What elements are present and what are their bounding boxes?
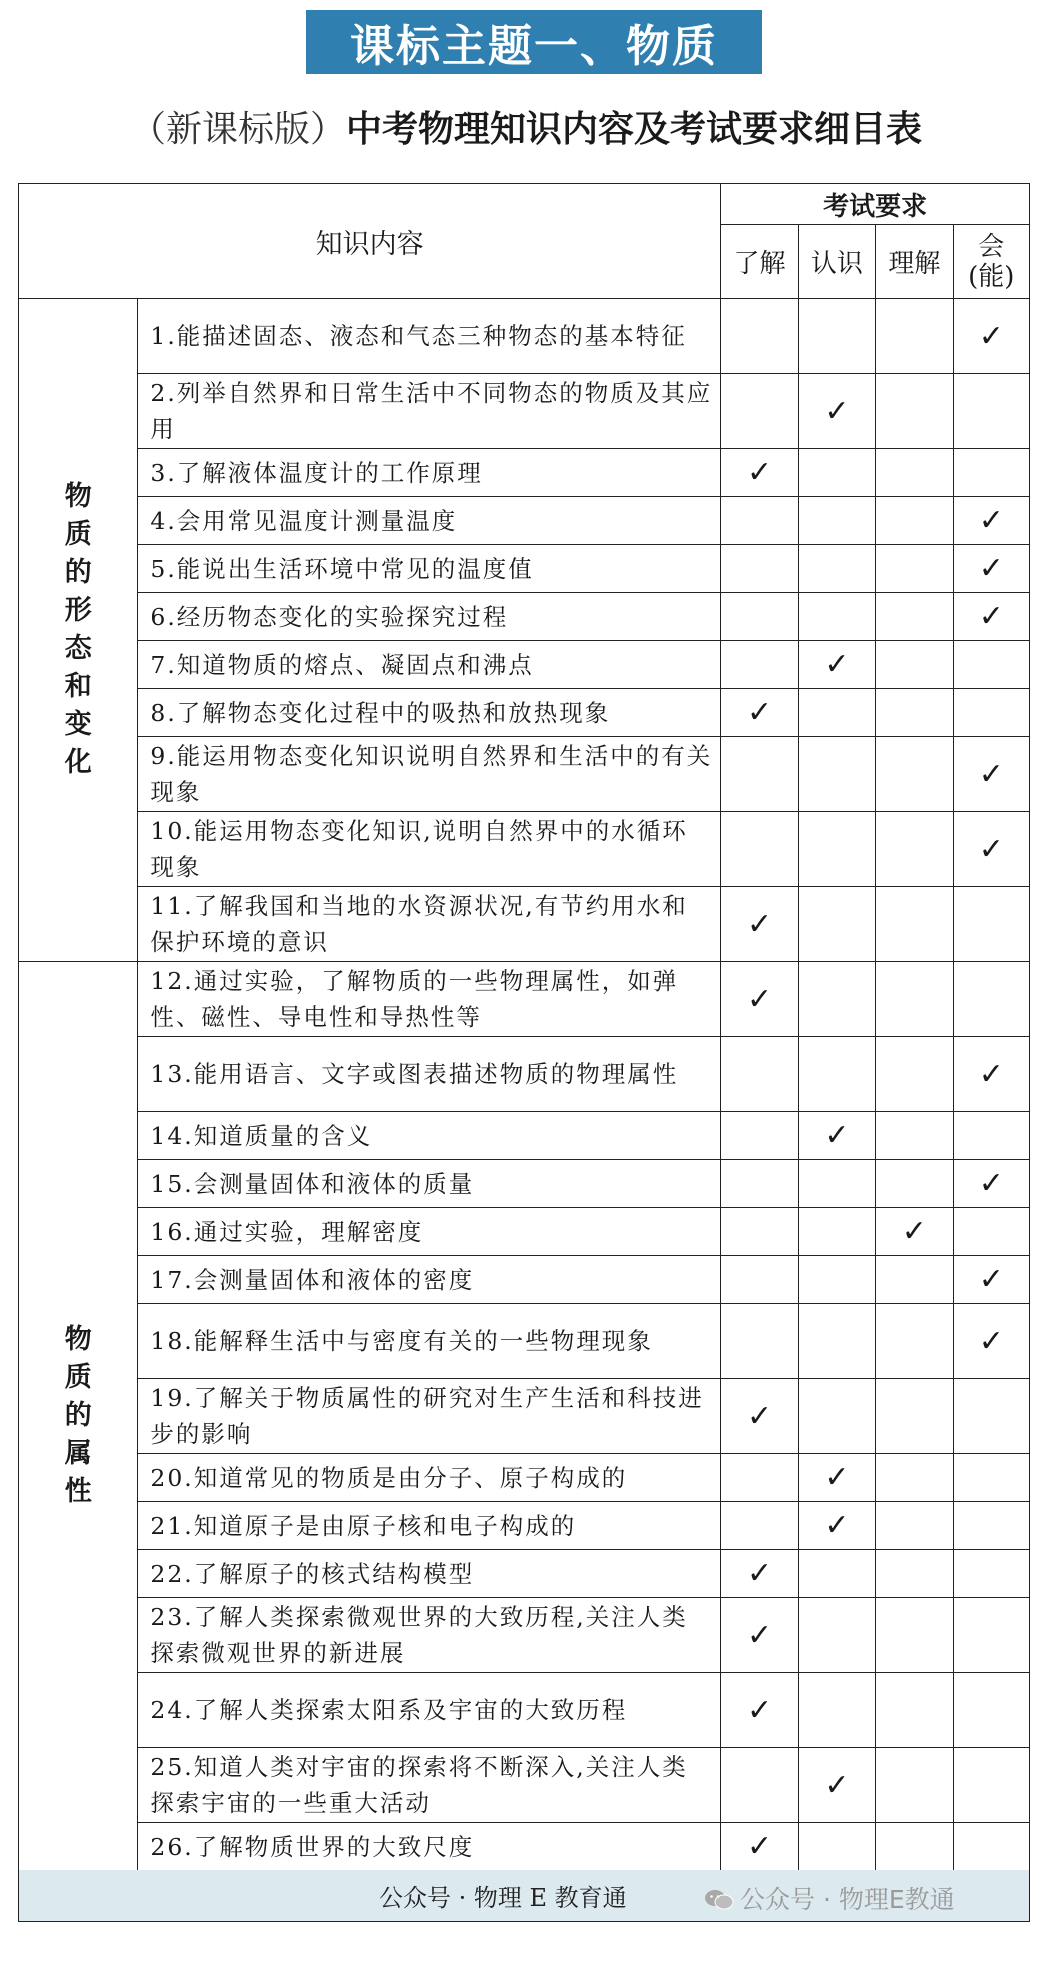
- item-text: 10.能运用物态变化知识,说明自然界中的水循环现象: [138, 812, 721, 887]
- table-row: [19, 497, 1030, 545]
- requirement-cell: [953, 1037, 1029, 1112]
- item-text: 21.知道原子是由原子核和电子构成的: [138, 1502, 721, 1550]
- page-title: [0, 100, 1052, 160]
- requirement-cell: [721, 1112, 798, 1160]
- requirement-cell: [721, 1304, 798, 1379]
- check-mark-icon: ✓: [746, 1617, 773, 1653]
- header-level-can: 会(能): [953, 225, 1029, 299]
- check-mark-icon: ✓: [978, 318, 1004, 354]
- table-row: [19, 1823, 1030, 1871]
- table-row: [19, 812, 1030, 887]
- requirement-cell: [721, 641, 798, 689]
- header-exam-requirements: 考试要求: [721, 184, 1030, 225]
- requirement-cell: [798, 497, 875, 545]
- requirement-cell: [876, 593, 953, 641]
- check-mark-icon: ✓: [978, 1262, 1004, 1297]
- requirement-cell: [798, 1256, 875, 1304]
- requirement-cell: [721, 737, 798, 812]
- requirement-cell: [721, 1454, 798, 1502]
- requirement-cell: [953, 1379, 1029, 1454]
- requirement-cell: [876, 1550, 953, 1598]
- requirement-cell: [721, 1037, 798, 1112]
- item-text: 17.会测量固体和液体的密度: [138, 1256, 721, 1304]
- requirement-cell: [876, 812, 953, 887]
- item-text: 8.了解物态变化过程中的吸热和放热现象: [138, 689, 721, 737]
- requirement-cell: [798, 1454, 875, 1502]
- watermark-text: 公众号 · 物理E教通: [740, 1885, 955, 1914]
- requirement-cell: [953, 1454, 1029, 1502]
- footer-bar: [18, 1870, 1030, 1922]
- check-mark-icon: ✓: [978, 831, 1004, 867]
- item-text: 4.会用常见温度计测量温度: [138, 497, 721, 545]
- requirement-cell: [721, 1673, 798, 1748]
- table-row: [19, 1256, 1030, 1304]
- check-mark-icon: ✓: [824, 1508, 850, 1543]
- requirement-cell: [953, 689, 1029, 737]
- requirement-cell: [798, 1208, 875, 1256]
- requirement-cell: [798, 887, 875, 962]
- table-row: [19, 1208, 1030, 1256]
- requirement-cell: [798, 449, 875, 497]
- requirement-cell: [953, 1502, 1029, 1550]
- requirement-cell: [953, 812, 1029, 887]
- requirement-cell: [721, 497, 798, 545]
- requirement-cell: [876, 1112, 953, 1160]
- requirement-cell: [798, 299, 875, 374]
- check-mark-icon: ✓: [824, 1460, 850, 1495]
- requirement-cell: [721, 1550, 798, 1598]
- requirement-cell: [876, 1823, 953, 1871]
- requirement-cell: [798, 1673, 875, 1748]
- requirement-cell: [876, 1598, 953, 1673]
- item-text: 18.能解释生活中与密度有关的一些物理现象: [138, 1304, 721, 1379]
- requirement-cell: [876, 1208, 953, 1256]
- requirement-cell: [876, 449, 953, 497]
- item-text: 12.通过实验，了解物质的一些物理属性，如弹性、磁性、导电性和导热性等: [138, 962, 721, 1037]
- wechat-icon: [704, 1888, 734, 1912]
- requirement-cell: [953, 1673, 1029, 1748]
- requirement-cell: [798, 1304, 875, 1379]
- requirement-cell: [876, 1748, 953, 1823]
- check-mark-icon: ✓: [901, 1214, 927, 1249]
- requirement-cell: [798, 962, 875, 1037]
- requirement-cell: [798, 689, 875, 737]
- table-row: [19, 1454, 1030, 1502]
- item-text: 26.了解物质世界的大致尺度: [138, 1823, 721, 1871]
- item-text: 24.了解人类探索太阳系及宇宙的大致历程: [138, 1673, 721, 1748]
- check-mark-icon: ✓: [746, 1398, 773, 1434]
- requirement-cell: [721, 593, 798, 641]
- table-row: [19, 1673, 1030, 1748]
- table-row: [19, 374, 1030, 449]
- requirement-cell: [953, 1256, 1029, 1304]
- requirement-cell: [953, 1208, 1029, 1256]
- requirement-cell: [953, 1550, 1029, 1598]
- requirement-cell: [876, 1304, 953, 1379]
- requirement-cell: [953, 887, 1029, 962]
- header-level-recognize: 认识: [798, 225, 875, 299]
- check-mark-icon: ✓: [978, 1323, 1004, 1359]
- table-row: [19, 1037, 1030, 1112]
- table-row: [19, 737, 1030, 812]
- requirement-cell: [876, 962, 953, 1037]
- requirement-cell: [798, 737, 875, 812]
- item-text: 16.通过实验，理解密度: [138, 1208, 721, 1256]
- requirement-cell: [798, 1823, 875, 1871]
- requirement-cell: [798, 641, 875, 689]
- requirement-cell: [798, 1598, 875, 1673]
- header-level-understand: 了解: [721, 225, 798, 299]
- requirement-cell: [953, 299, 1029, 374]
- table-row: [19, 593, 1030, 641]
- item-text: 5.能说出生活环境中常见的温度值: [138, 545, 721, 593]
- requirement-cell: [953, 1823, 1029, 1871]
- requirement-cell: [953, 962, 1029, 1037]
- table-row: [19, 449, 1030, 497]
- requirement-cell: [798, 1748, 875, 1823]
- title-main: 中考物理知识内容及考试要求细目表: [346, 109, 923, 150]
- item-text: 23.了解人类探索微观世界的大致历程,关注人类探索微观世界的新进展: [138, 1598, 721, 1673]
- table-row: [19, 1112, 1030, 1160]
- requirement-cell: [721, 1823, 798, 1871]
- item-text: 14.知道质量的含义: [138, 1112, 721, 1160]
- requirement-cell: [721, 1256, 798, 1304]
- requirement-cell: [721, 812, 798, 887]
- edition-label: （新课标版）: [129, 109, 346, 150]
- requirement-cell: [953, 1748, 1029, 1823]
- item-text: 2.列举自然界和日常生活中不同物态的物质及其应用: [138, 374, 721, 449]
- requirement-cell: [953, 374, 1029, 449]
- requirement-cell: [798, 1502, 875, 1550]
- requirement-cell: [953, 641, 1029, 689]
- requirement-cell: [953, 449, 1029, 497]
- requirement-cell: [953, 1160, 1029, 1208]
- check-mark-icon: ✓: [746, 695, 773, 730]
- item-text: 9.能运用物态变化知识说明自然界和生活中的有关现象: [138, 737, 721, 812]
- requirement-cell: [876, 689, 953, 737]
- requirement-cell: [876, 545, 953, 593]
- requirement-cell: [876, 1160, 953, 1208]
- table-row: [19, 1550, 1030, 1598]
- requirement-cell: [876, 1502, 953, 1550]
- table-row: [19, 1748, 1030, 1823]
- item-text: 15.会测量固体和液体的质量: [138, 1160, 721, 1208]
- item-text: 25.知道人类对宇宙的探索将不断深入,关注人类探索宇宙的一些重大活动: [138, 1748, 721, 1823]
- requirement-cell: [721, 1379, 798, 1454]
- table-row: [19, 689, 1030, 737]
- requirement-cell: [876, 1673, 953, 1748]
- requirement-cell: [876, 1256, 953, 1304]
- check-mark-icon: ✓: [746, 906, 773, 942]
- requirement-cell: [721, 299, 798, 374]
- requirement-cell: [798, 545, 875, 593]
- requirement-cell: [721, 374, 798, 449]
- requirement-cell: [721, 689, 798, 737]
- requirement-cell: [953, 737, 1029, 812]
- check-mark-icon: ✓: [978, 1166, 1004, 1201]
- check-mark-icon: ✓: [746, 455, 773, 490]
- requirement-cell: [876, 1379, 953, 1454]
- requirement-cell: [721, 449, 798, 497]
- requirement-cell: [876, 1037, 953, 1112]
- footer-source: 公众号 · 物理 E 教育通: [379, 1884, 627, 1912]
- item-text: 20.知道常见的物质是由分子、原子构成的: [138, 1454, 721, 1502]
- requirement-cell: [721, 1160, 798, 1208]
- table-row: [19, 641, 1030, 689]
- check-mark-icon: ✓: [824, 393, 850, 429]
- item-text: 19.了解关于物质属性的研究对生产生活和科技进步的影响: [138, 1379, 721, 1454]
- requirements-table: [18, 183, 1030, 1871]
- watermark: [704, 1880, 955, 1916]
- check-mark-icon: ✓: [978, 503, 1004, 538]
- item-text: 3.了解液体温度计的工作原理: [138, 449, 721, 497]
- check-mark-icon: ✓: [978, 1056, 1004, 1092]
- requirement-cell: [721, 962, 798, 1037]
- requirement-cell: [953, 593, 1029, 641]
- requirement-cell: [876, 737, 953, 812]
- table-row: [19, 887, 1030, 962]
- header-knowledge-content: 知识内容: [19, 184, 721, 299]
- check-mark-icon: ✓: [746, 1829, 773, 1864]
- requirement-cell: [953, 1112, 1029, 1160]
- check-mark-icon: ✓: [978, 599, 1004, 634]
- table-row: [19, 1598, 1030, 1673]
- requirement-cell: [798, 1160, 875, 1208]
- requirement-cell: [953, 1598, 1029, 1673]
- check-mark-icon: ✓: [746, 981, 773, 1017]
- requirement-cell: [721, 887, 798, 962]
- check-mark-icon: ✓: [824, 1118, 850, 1153]
- requirement-cell: [798, 593, 875, 641]
- requirement-cell: [721, 1598, 798, 1673]
- requirement-cell: [721, 1502, 798, 1550]
- requirement-cell: [798, 1550, 875, 1598]
- requirement-cell: [721, 1748, 798, 1823]
- requirement-cell: [798, 1037, 875, 1112]
- table-row: [19, 1160, 1030, 1208]
- item-text: 7.知道物质的熔点、凝固点和沸点: [138, 641, 721, 689]
- requirement-cell: [798, 1379, 875, 1454]
- requirement-cell: [876, 641, 953, 689]
- table-row: [19, 1502, 1030, 1550]
- item-text: 6.经历物态变化的实验探究过程: [138, 593, 721, 641]
- requirement-cell: [798, 812, 875, 887]
- requirement-cell: [953, 545, 1029, 593]
- table-row: [19, 1379, 1030, 1454]
- check-mark-icon: ✓: [824, 647, 850, 682]
- item-text: 22.了解原子的核式结构模型: [138, 1550, 721, 1598]
- category-cell: [19, 299, 138, 962]
- requirement-cell: [876, 497, 953, 545]
- topic-banner: 课标主题一、物质: [306, 10, 762, 74]
- table-row: [19, 1304, 1030, 1379]
- item-text: 13.能用语言、文字或图表描述物质的物理属性: [138, 1037, 721, 1112]
- requirement-cell: [876, 374, 953, 449]
- category-cell: [19, 962, 138, 1871]
- header-level-comprehend: 理解: [876, 225, 953, 299]
- category-label: 物质的形态和变化: [64, 481, 92, 778]
- requirement-cell: [876, 887, 953, 962]
- item-text: 11.了解我国和当地的水资源状况,有节约用水和保护环境的意识: [138, 887, 721, 962]
- requirement-cell: [953, 497, 1029, 545]
- check-mark-icon: ✓: [746, 1692, 773, 1728]
- check-mark-icon: ✓: [746, 1556, 773, 1591]
- category-label: 物质的属性: [64, 1324, 92, 1507]
- table-row: [19, 299, 1030, 374]
- requirement-cell: [721, 1208, 798, 1256]
- requirement-cell: [721, 545, 798, 593]
- requirement-cell: [798, 1112, 875, 1160]
- requirement-cell: [953, 1304, 1029, 1379]
- requirement-cell: [876, 1454, 953, 1502]
- table-row: [19, 545, 1030, 593]
- check-mark-icon: ✓: [978, 551, 1004, 586]
- item-text: 1.能描述固态、液态和气态三种物态的基本特征: [138, 299, 721, 374]
- requirement-cell: [876, 299, 953, 374]
- requirement-cell: [798, 374, 875, 449]
- check-mark-icon: ✓: [978, 756, 1004, 792]
- table-row: [19, 962, 1030, 1037]
- check-mark-icon: ✓: [824, 1767, 850, 1803]
